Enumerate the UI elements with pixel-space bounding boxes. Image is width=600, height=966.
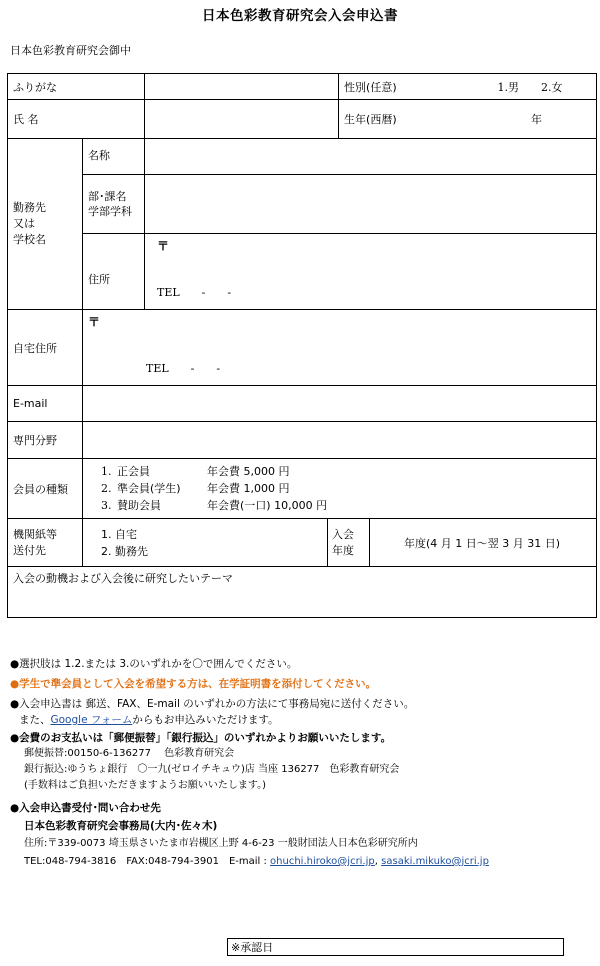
furigana-field[interactable] bbox=[145, 74, 339, 100]
furigana-label: ふりがな bbox=[8, 74, 145, 100]
form-title: 日本色彩教育研究会入会申込書 bbox=[202, 8, 398, 24]
name-field[interactable] bbox=[145, 100, 339, 139]
birth-year-field[interactable] bbox=[370, 100, 597, 139]
contact-office: 日本色彩教育研究会事務局(大内･佐々木) bbox=[24, 820, 218, 832]
postal-mark: 〒 bbox=[157, 239, 170, 253]
birth-year-unit: 年 bbox=[531, 113, 543, 126]
specialty-field[interactable] bbox=[83, 422, 597, 459]
dept-label: 部･課名 学部学科 bbox=[83, 175, 145, 234]
application-form bbox=[7, 73, 597, 618]
approval-date-box: ※承認日 bbox=[227, 938, 564, 956]
motivation-label: 入会の動機および入会後に研究したいテーマ bbox=[13, 572, 233, 585]
journal-option-home[interactable]: 1. 自宅 bbox=[101, 527, 137, 541]
org-name-label: 名称 bbox=[83, 139, 145, 175]
note-fee: (手数料はご負担いただきますようお願いいたします。) bbox=[24, 780, 267, 791]
workplace-label: 勤務先 又は 学校名 bbox=[8, 139, 83, 310]
journal-option-work[interactable]: 2. 勤務先 bbox=[101, 544, 148, 558]
join-year-field[interactable]: 年度(4 月 1 日～翌 3 月 31 日) bbox=[370, 519, 597, 567]
google-form-link[interactable]: Google フォーム bbox=[50, 714, 133, 726]
dept-field[interactable] bbox=[145, 175, 597, 234]
journal-options[interactable] bbox=[83, 519, 328, 567]
contact-address: 住所:〒339‐0073 埼玉県さいたま市岩槻区上野 4‐6‐23 一般財団法人日本色彩研究所内 bbox=[24, 838, 418, 849]
membership-option[interactable]: 2. 準会員(学生) 年会費 1,000 円 bbox=[101, 482, 290, 495]
membership-options[interactable] bbox=[83, 459, 597, 519]
org-name-field[interactable] bbox=[145, 139, 597, 175]
email-label: E‐mail bbox=[8, 386, 83, 422]
notes-section bbox=[10, 656, 595, 870]
birth-year-label: 生年(西暦) bbox=[339, 100, 370, 139]
membership-option[interactable]: 3. 賛助会員 年会費(一口) 10,000 円 bbox=[101, 499, 328, 512]
gender-label: 性別(任意) bbox=[339, 74, 370, 100]
home-tel: TEL ‐ ‐ bbox=[146, 362, 221, 375]
membership-option[interactable]: 1. 正会員 年会費 5,000 円 bbox=[101, 465, 290, 478]
name-label: 氏 名 bbox=[8, 100, 145, 139]
note-google-form: また、Google フォームからもお申込みいただけます。 bbox=[19, 714, 279, 726]
home-address-field[interactable] bbox=[83, 310, 597, 386]
note-student: ●学生で準会員として入会を希望する方は、在学証明書を添付してください。 bbox=[10, 678, 377, 690]
motivation-field[interactable] bbox=[8, 567, 597, 618]
addressee: 日本色彩教育研究会御中 bbox=[10, 44, 131, 57]
email-link-sasaki[interactable]: sasaki.mikuko@jcri.jp bbox=[381, 856, 489, 867]
journal-label: 機関紙等 送付先 bbox=[8, 519, 83, 567]
email-field[interactable] bbox=[83, 386, 597, 422]
note-selection: ●選択肢は 1.2.または 3.のいずれかを〇で囲んでください。 bbox=[10, 658, 298, 670]
gender-options[interactable]: 1.男 2.女 bbox=[370, 74, 597, 100]
note-submission: ●入会申込書は 郵送、FAX、E‐mail のいずれかの方法にて事務局宛に送付ください。 bbox=[10, 698, 415, 710]
work-address-field[interactable] bbox=[145, 234, 597, 310]
specialty-label: 専門分野 bbox=[8, 422, 83, 459]
home-address-label: 自宅住所 bbox=[8, 310, 83, 386]
note-postal-transfer: 郵便振替:00150‐6‐136277 色彩教育研究会 bbox=[24, 748, 235, 759]
note-bank-transfer: 銀行振込:ゆうちょ銀行 〇一九(ゼロイチキュウ)店 当座 136277 色彩教育研究会 bbox=[24, 764, 400, 775]
address-label: 住所 bbox=[83, 234, 145, 310]
contact-phone-email: TEL:048‐794‐3816 FAX:048‐794‐3901 E‐mail : ohuchi.hiroko@jcri.jp, sasaki.mikuko@jcri.jp bbox=[24, 856, 489, 867]
membership-label: 会員の種類 bbox=[8, 459, 83, 519]
note-payment: ●会費のお支払いは「郵便振替」「銀行振込」のいずれかよりお願いいたします。 bbox=[10, 732, 392, 744]
note-contact-heading: ●入会申込書受付･問い合わせ先 bbox=[10, 802, 161, 814]
postal-mark: 〒 bbox=[88, 315, 101, 329]
email-link-ohuchi[interactable]: ohuchi.hiroko@jcri.jp bbox=[270, 856, 375, 867]
work-tel: TEL ‐ ‐ bbox=[157, 286, 232, 299]
join-year-label: 入会 年度 bbox=[328, 519, 370, 567]
